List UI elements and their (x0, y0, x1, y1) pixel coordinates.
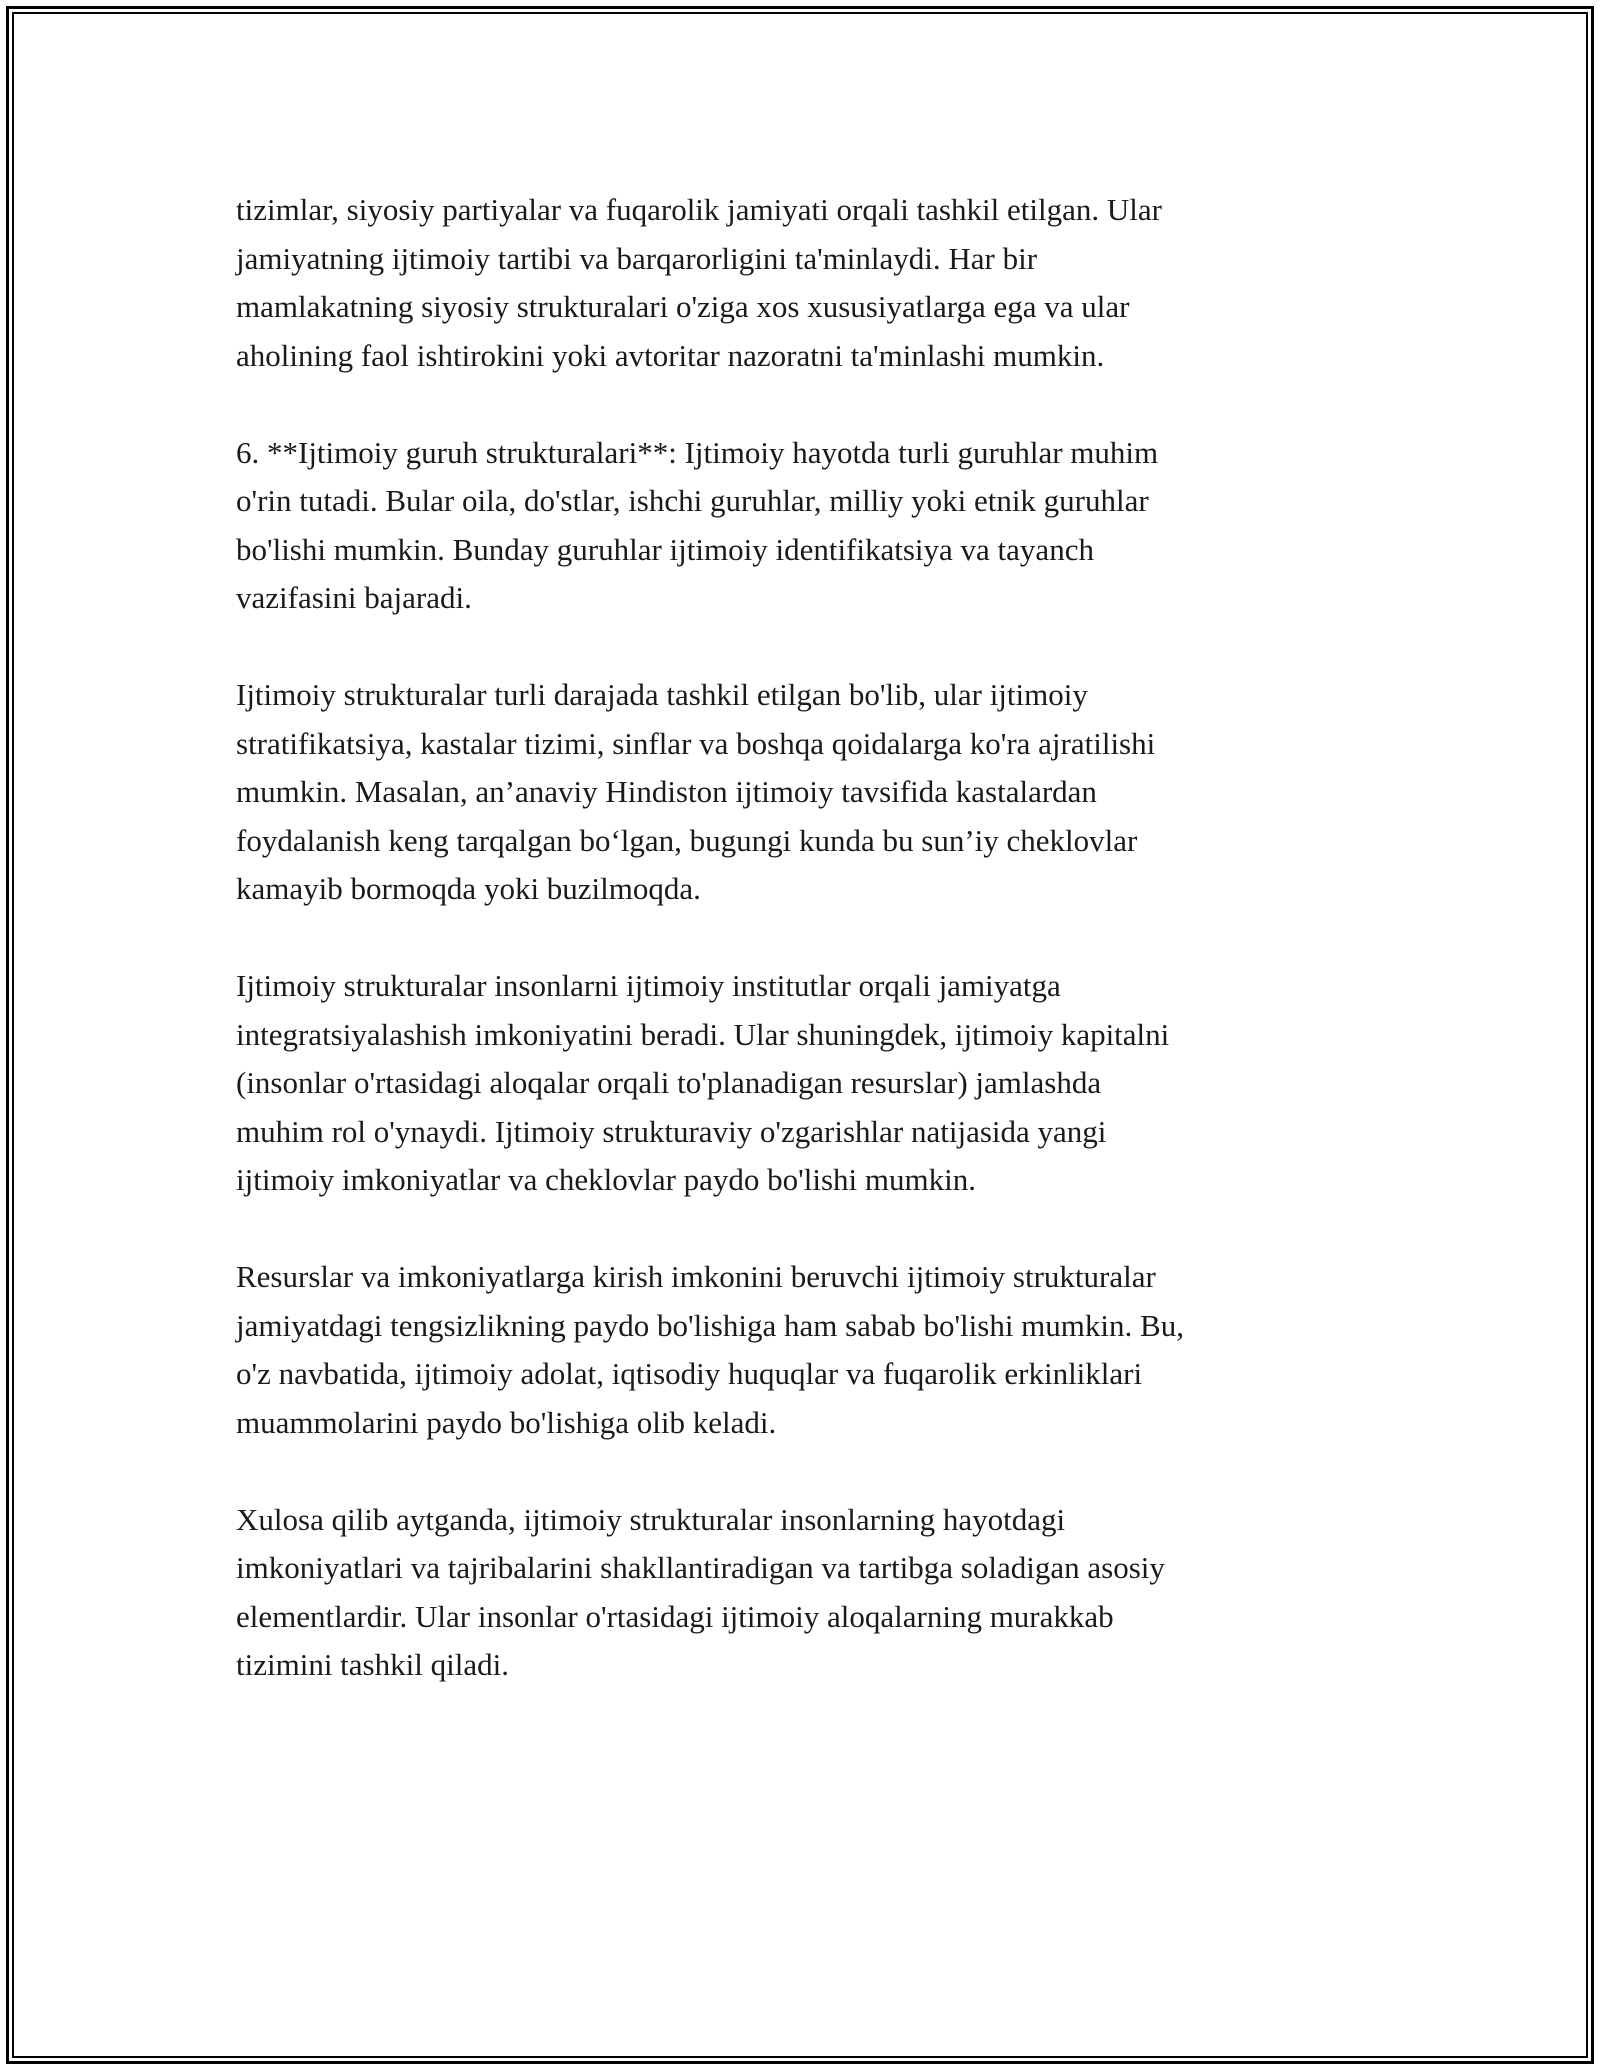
text-line: elementlardir. Ular insonlar o'rtasidagi ijtimoiy aloqalarning murakkab (236, 1598, 1114, 1634)
document-body (236, 186, 1366, 1738)
text-line: 6. **Ijtimoiy guruh strukturalari**: Ijtimoiy hayotda turli guruhlar muhim (236, 434, 1159, 470)
text-line: jamiyatning ijtimoiy tartibi va barqarorligini ta'minlaydi. Har bir (236, 240, 1038, 276)
text-line: mamlakatning siyosiy strukturalari o'ziga xos xususiyatlarga ega va ular (236, 289, 1130, 324)
text-line: kamayib bormoqda yoki buzilmoqda. (236, 871, 701, 906)
text-line: ijtimoiy imkoniyatlar va cheklovlar paydo bo'lishi mumkin. (236, 1162, 977, 1197)
text-line: tizimlar, siyosiy partiyalar va fuqarolik jamiyati orqali tashkil etilgan. Ular (236, 192, 1162, 227)
text-line: Resurslar va imkoniyatlarga kirish imkonini beruvchi ijtimoiy strukturalar (236, 1259, 1156, 1294)
text-line: foydalanish keng tarqalgan bo‘lgan, bugungi kunda bu sun’iy cheklovlar (236, 822, 1138, 858)
text-line: o'z navbatida, ijtimoiy adolat, iqtisodiy huquqlar va fuqarolik erkinliklari (236, 1356, 1143, 1391)
paragraph-stratification (236, 671, 1366, 914)
text-line: muhim rol o'ynaydi. Ijtimoiy strukturaviy o'zgarishlar natijasida yangi (236, 1113, 1107, 1149)
text-line: bo'lishi mumkin. Bunday guruhlar ijtimoiy identifikatsiya va tayanch (236, 531, 1094, 567)
text-line: (insonlar o'rtasidagi aloqalar orqali to'planadigan resurslar) jamlashda (236, 1065, 1102, 1100)
text-line: aholining faol ishtirokini yoki avtoritar nazoratni ta'minlashi mumkin. (236, 337, 1105, 373)
text-line: imkoniyatlari va tajribalarini shakllantiradigan va tartibga soladigan asosiy (236, 1550, 1165, 1585)
paragraph-integration (236, 962, 1366, 1205)
text-line: Ijtimoiy strukturalar insonlarni ijtimoiy institutlar orqali jamiyatga (236, 968, 1061, 1003)
paragraph-inequality (236, 1253, 1366, 1447)
paragraph-political-structures (236, 186, 1366, 380)
text-line: mumkin. Masalan, an’anaviy Hindiston ijtimoiy tavsifida kastalardan (236, 774, 1097, 809)
text-line: vazifasini bajaradi. (236, 580, 472, 615)
paragraph-conclusion (236, 1496, 1366, 1690)
text-line: o'rin tutadi. Bular oila, do'stlar, ishchi guruhlar, milliy yoki etnik guruhlar (236, 483, 1149, 518)
text-line: jamiyatdagi tengsizlikning paydo bo'lishiga ham sabab bo'lishi mumkin. Bu, (236, 1307, 1184, 1343)
text-line: integratsiyalashish imkoniyatini beradi. Ular shuningdek, ijtimoiy kapitalni (236, 1016, 1170, 1052)
text-line: muammolarini paydo bo'lishiga olib keladi. (236, 1404, 777, 1440)
paragraph-group-structures (236, 429, 1366, 623)
text-line: Xulosa qilib aytganda, ijtimoiy strukturalar insonlarning hayotdagi (236, 1501, 1066, 1537)
text-line: Ijtimoiy strukturalar turli darajada tashkil etilgan bo'lib, ular ijtimoiy (236, 677, 1088, 712)
text-line: tizimini tashkil qiladi. (236, 1647, 509, 1682)
text-line: stratifikatsiya, kastalar tizimi, sinflar va boshqa qoidalarga ko'ra ajratilishi (236, 725, 1156, 761)
